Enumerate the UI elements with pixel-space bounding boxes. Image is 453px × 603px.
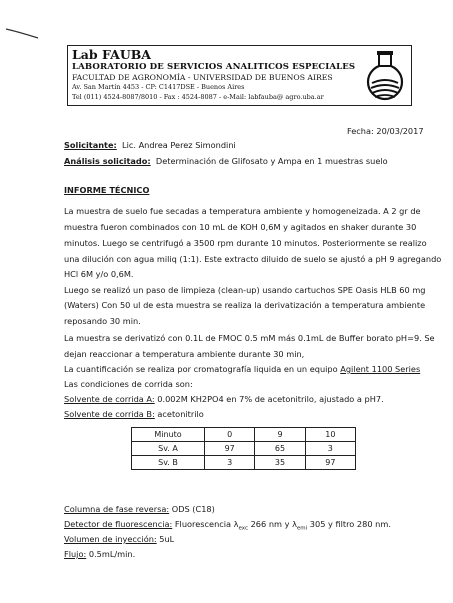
report-date: Fecha: 20/03/2017 [347,126,424,136]
quantification-text: La cuantificación se realiza por cromatografía liquida en un equipo [64,364,338,374]
table-cell: 0 [205,428,255,442]
solvent-a-value: 0.002M KH2PO4 en 7% de acetonitrilo, ajustado a pH7. [154,394,384,404]
injection-line [64,534,174,544]
requester-line [64,140,236,150]
table-cell: 9 [255,428,305,442]
body-line: Luego se realizó un paso de limpieza (clean-up) usando cartuchos SPE Oasis HLB 60 mg [64,285,426,295]
body-line: minutos. Luego se centrifugó a 3500 rpm durante 10 minutos. Posteriormente se realizo [64,238,427,248]
body-line: muestra fueron combinados con 10 mL de KOH 0,6M y agitados en shaker durante 30 [64,222,417,232]
table-cell: 10 [305,428,355,442]
table-row [132,456,356,470]
flow-line [64,549,135,559]
injection-label: Volumen de inyección: [64,534,157,544]
detector-lead: Fluorescencia [172,519,234,529]
analysis-line [64,156,388,166]
body-line: (Waters) Con 50 ul de esta muestra se realiza la derivatización a temperatura ambiente [64,300,426,310]
column-value: ODS (C18) [169,504,215,514]
body-line: Las condiciones de corrida son: [64,379,193,389]
body-line: una dilución con agua miliq (1:1). Este extracto diluido de suelo se ajustó a pH 9 agregando [64,254,442,264]
address-line: Av. San Martín 4453 - CP: C1417DSE - Buenos Aires [72,83,245,91]
body-line: La muestra de suelo fue secadas a temperatura ambiente y homogeneizada. A 2 gr de [64,206,421,216]
body-line: reposando 30 min. [64,316,141,326]
table-cell: 97 [305,456,355,470]
gradient-table [131,427,356,470]
injection-value: 5uL [156,534,175,544]
table-cell: 3 [205,456,255,470]
requester-value: Lic. Andrea Perez Simondini [122,140,236,150]
body-line: La muestra se derivatizó con 0.1L de FMOC 0.5 mM más 0.1mL de Buffer borato pH=9. Se [64,333,435,343]
table-cell: Minuto [132,428,205,442]
faculty-line: FACULTAD DE AGRONOMÍA - UNIVERSIDAD DE BUENOS AIRES [72,73,333,82]
table-cell: 97 [205,442,255,456]
table-cell: Sv. A [132,442,205,456]
solvent-a-label: Solvente de corrida A: [64,394,155,404]
detector-label: Detector de fluorescencia: [64,519,173,529]
letterhead [67,45,412,106]
service-title: LABORATORIO DE SERVICIOS ANALITICOS ESPECIALES [72,62,356,72]
scan-mark [5,26,39,40]
table-row [132,442,356,456]
solvent-b-value: acetonitrilo [154,409,204,419]
table-row [132,428,356,442]
table-cell: 3 [305,442,355,456]
contact-line: Tel (011) 4524-8087/8010 - Fax : 4524-8087 - e-Mail: labfauba@ agro.uba.ar [72,93,324,101]
analysis-value: Determinación de Glifosato y Ampa en 1 muestras suelo [155,156,388,166]
table-cell: Sv. B [132,456,205,470]
body-line: HCl 6M y/o 0,6M. [64,269,134,279]
solvent-a-line [64,394,384,404]
solvent-b-line [64,409,204,419]
emi-subscript: emi [296,525,308,532]
equipment-name: Agilent 1100 Series [340,364,421,374]
flow-label: Flujo: [64,549,87,559]
flask-logo-icon [365,49,405,103]
solvent-b-label: Solvente de corrida B: [64,409,155,419]
detector-line [64,519,391,532]
table-cell: 35 [255,456,305,470]
requester-label: Solicitante: [64,140,117,150]
analysis-label: Análisis solicitado: [64,156,151,166]
detector-mid: 266 nm y [248,519,293,529]
lab-name: Lab FAUBA [72,47,151,62]
column-label: Columna de fase reversa: [64,504,170,514]
column-line [64,504,215,514]
lambda-symbol: λ [233,519,239,529]
lambda-symbol: λ [292,519,297,529]
table-cell: 65 [255,442,305,456]
report-heading: INFORME TÉCNICO [64,185,150,195]
flow-value: 0.5mL/min. [86,549,136,559]
detector-tail: 305 y filtro 280 nm. [307,519,391,529]
body-line [64,364,420,374]
exc-subscript: exc [238,525,248,532]
body-line: dejan reaccionar a temperatura ambiente durante 30 min, [64,349,305,359]
